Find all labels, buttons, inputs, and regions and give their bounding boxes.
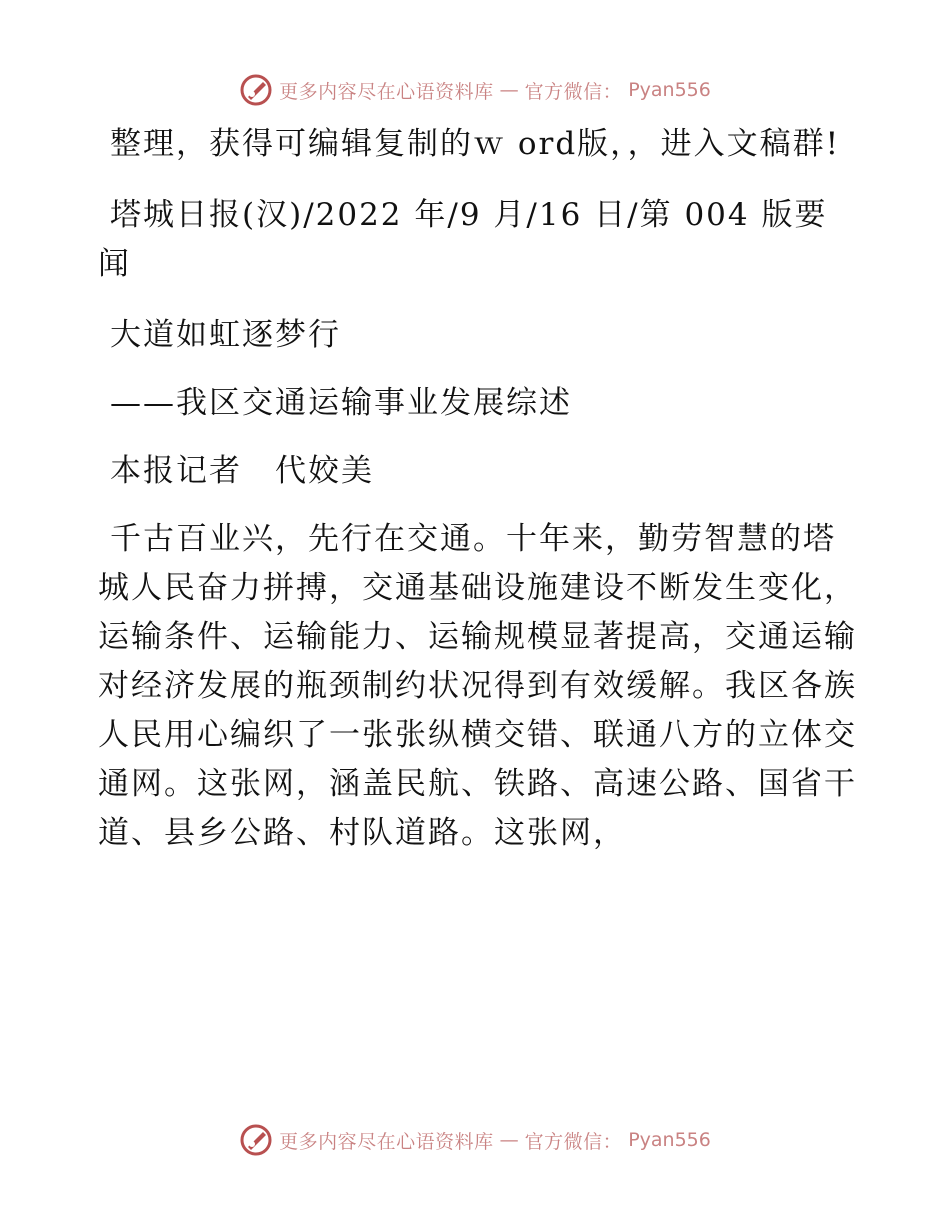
footer-watermark-banner bbox=[0, 1120, 950, 1160]
watermark-text: 更多内容尽在心语资料库 bbox=[279, 80, 494, 103]
watermark-official-label: 官方微信： bbox=[524, 1130, 623, 1153]
header-watermark-banner bbox=[0, 70, 950, 110]
watermark-dash: — bbox=[499, 1129, 519, 1151]
intro-paragraph: 整理，获得可编辑复制的ｗ ord版，，进入文稿群! bbox=[110, 126, 841, 162]
watermark-wechat-id: Pyan556 bbox=[628, 79, 711, 101]
article-title: 大道如虹逐梦行 bbox=[110, 317, 341, 353]
brush-logo-icon bbox=[239, 1123, 273, 1157]
source-line: 塔城日报(汉)/2022 年/9 月/16 日/第 004 版要闻 bbox=[98, 197, 828, 282]
watermark-text: 更多内容尽在心语资料库 bbox=[279, 1130, 494, 1153]
byline: 本报记者 代姣美 bbox=[110, 453, 374, 489]
watermark-dash: — bbox=[499, 79, 519, 101]
watermark-official-label: 官方微信： bbox=[524, 80, 623, 103]
body-paragraph: 千古百业兴，先行在交通。十年来，勤劳智慧的塔城人民奋力拼搏，交通基础设施建设不断发生变化，运输条件、运输能力、运输规模显著提高，交通运输对经济发展的瓶颈制约状况得到有效缓解。我区各族人民用心编织了一张张纵横交错、联通八方的立体交通网。这张网，涵盖民航、铁路、高速公路、国省干道、县乡公路、村队道路。这张网， bbox=[98, 521, 857, 851]
document-body bbox=[98, 120, 858, 858]
article-subtitle: ——我区交通运输事业发展综述 bbox=[110, 385, 572, 421]
watermark-wechat-id: Pyan556 bbox=[628, 1129, 711, 1151]
brush-logo-icon bbox=[239, 73, 273, 107]
